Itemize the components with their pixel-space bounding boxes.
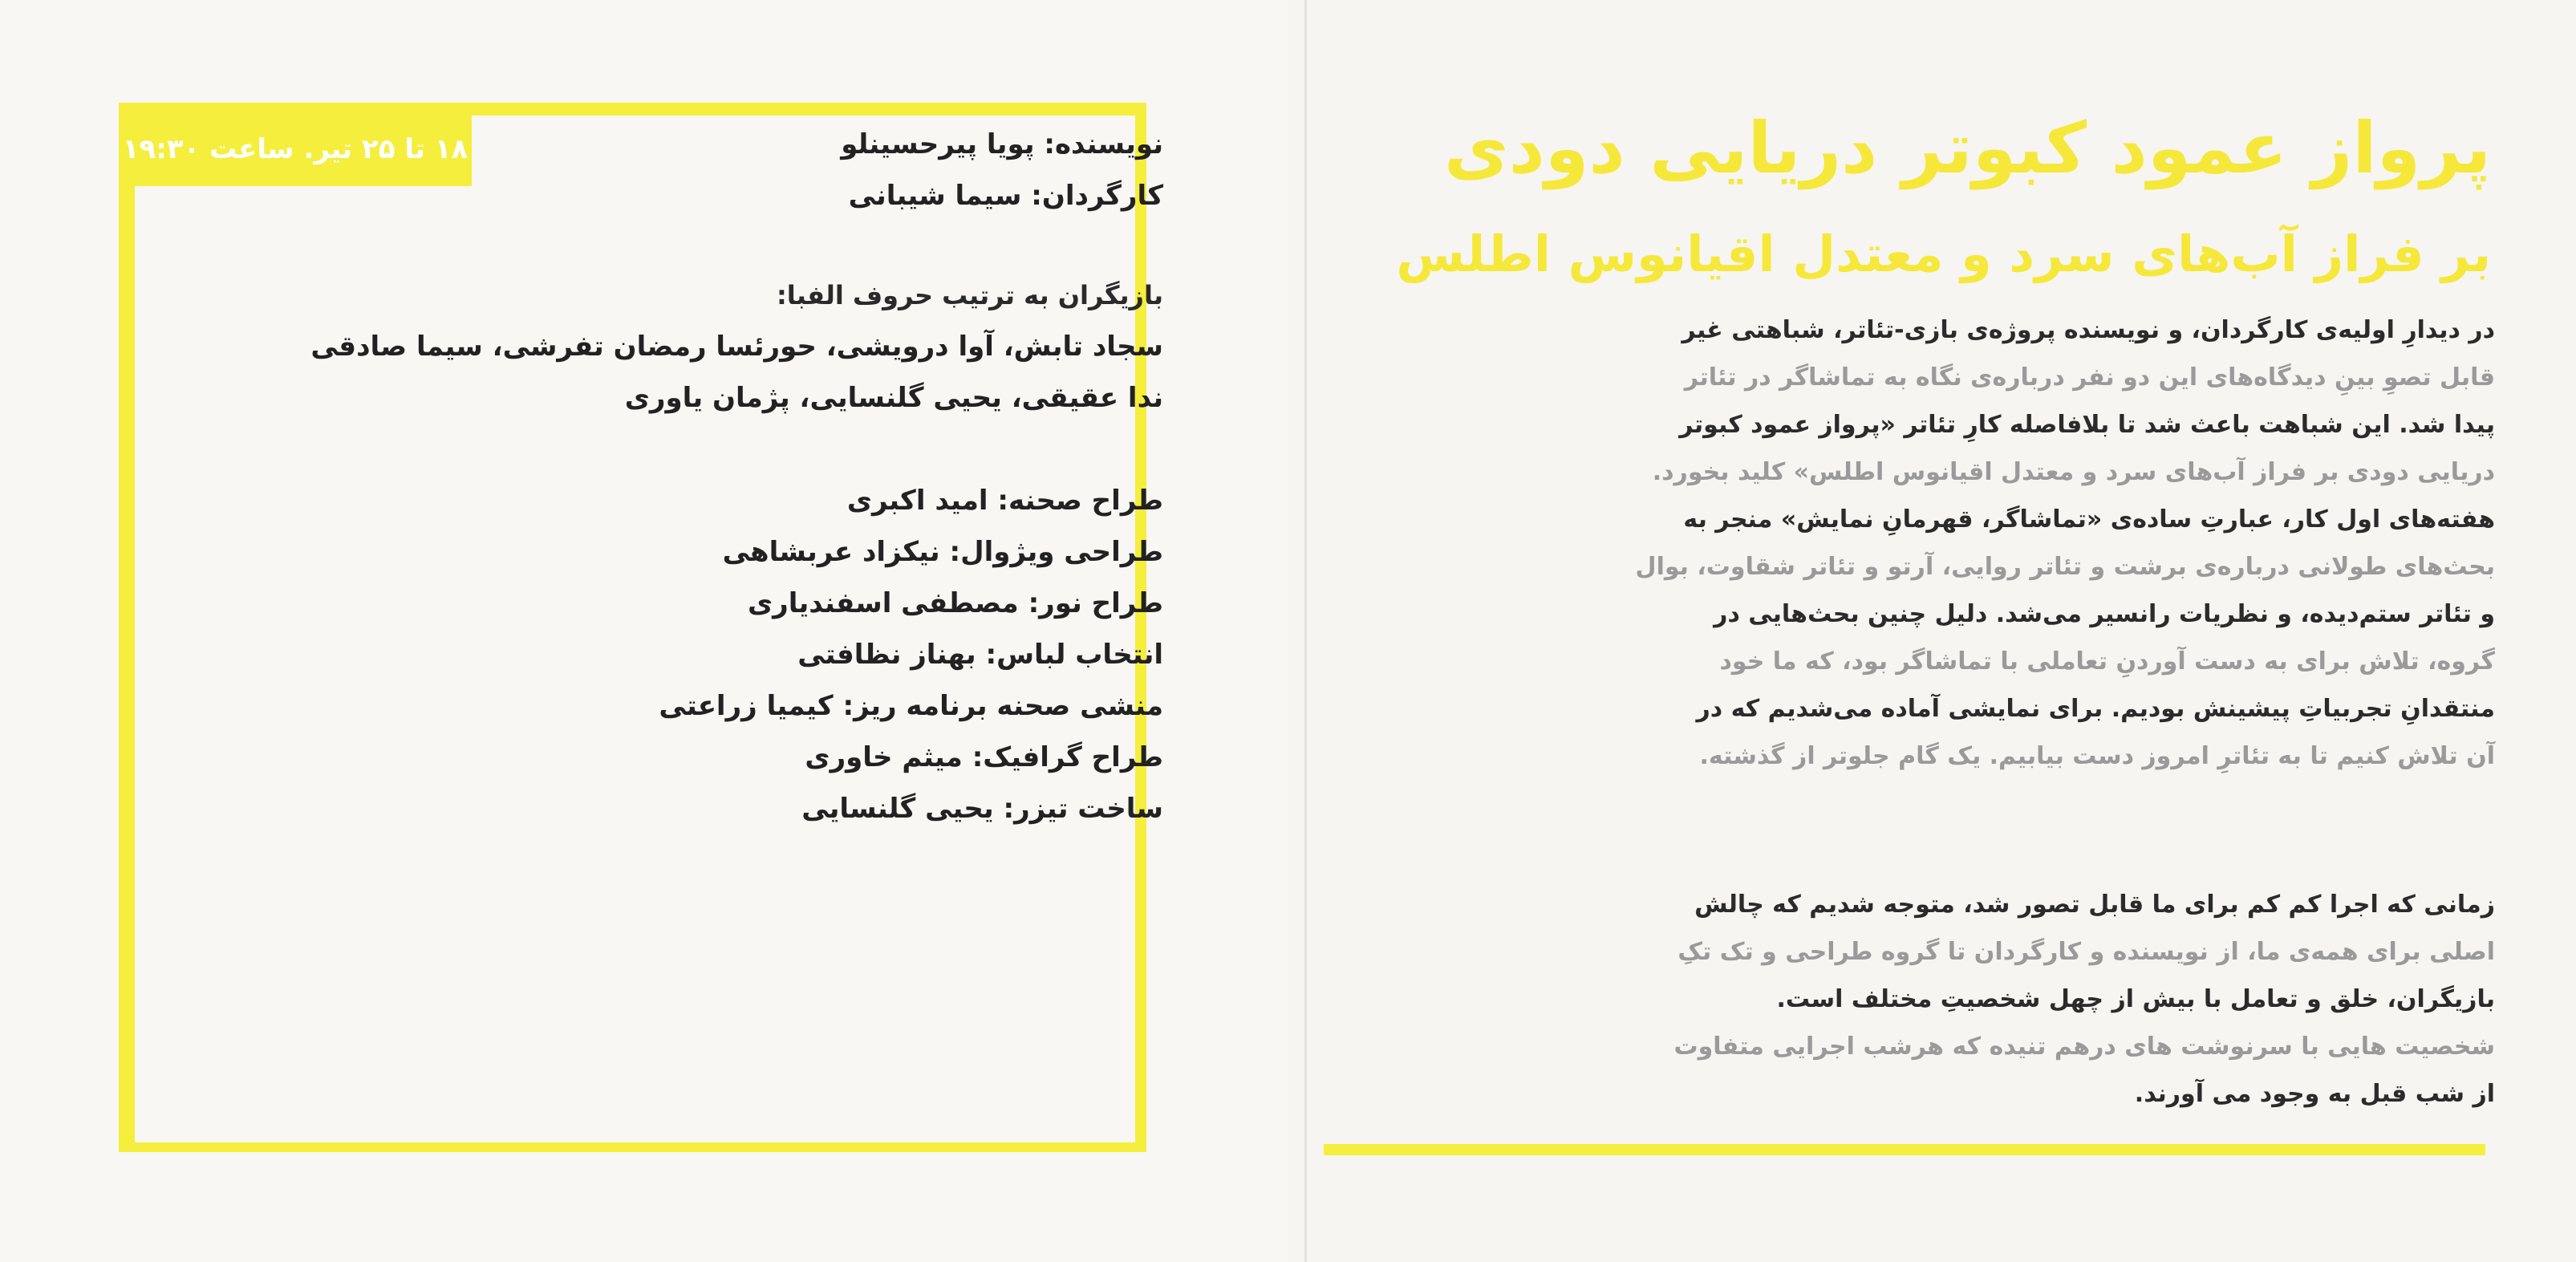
text-line: دریایی دودی بر فراز آب‌های سرد و معتدل اقیانوس اطلس» کلید بخورد.	[1652, 458, 2495, 486]
text-line: هفته‌های اول کار، عبارتِ ساده‌ی «تماشاگر، قهرمانِ نمایش» منجر به	[1683, 505, 2495, 534]
text-line: اصلی برای همه‌ی ما، از نویسنده و کارگردان تا گروه طراحی و تک تکِ	[1677, 938, 2495, 966]
body-paragraph-1	[1452, 306, 2495, 780]
crew-credit: منشی صحنه برنامه ریز: کیمیا زراعتی	[659, 690, 1163, 722]
cast-title: بازیگران به ترتیب حروف الفبا:	[776, 280, 1163, 310]
date-badge: ۱۸ تا ۲۵ تیر. ساعت ۱۹:۳۰	[119, 112, 472, 186]
text-line: زمانی که اجرا کم کم برای ما قابل تصور شد، متوجه شدیم که چالش	[1694, 891, 2495, 919]
page-fold	[1304, 0, 1307, 1262]
crew-credit: طراحی ویژوال: نیکزاد عربشاهی	[722, 536, 1163, 568]
page-subtitle: بر فراز آب‌های سرد و معتدل اقیانوس اطلس	[1396, 225, 2491, 283]
cast-names-line: سجاد تابش، آوا درویشی، حورئسا رمضان تفرشی، سیما صادقی	[310, 331, 1163, 363]
crew-credit: طراح صحنه: امید اکبری	[846, 485, 1163, 517]
text-line: از شب قبل به وجود می آورند.	[2134, 1080, 2495, 1108]
page-title: پرواز عمود کبوتر دریایی دودی	[1443, 107, 2491, 189]
text-line: شخصیت هایی با سرنوشت های درهم تنیده که هرشب اجرایی متفاوت	[1673, 1033, 2495, 1061]
credits-block	[273, 119, 1163, 834]
cast-names-line: ندا عقیقی، یحیی گلنسایی، پژمان یاوری	[624, 382, 1163, 414]
body-paragraph-2	[1452, 881, 2495, 1118]
text-line: آن تلاش کنیم تا به تئاترِ امروز دست بیابیم. یک گام جلوتر از گذشته.	[1699, 742, 2495, 770]
text-line: بحث‌های طولانی درباره‌ی برشت و تئاتر روایی، آرتو و تئاتر شقاوت، بوال	[1635, 553, 2495, 581]
text-line: قابل تصوِ بینِ دیدگاه‌های این دو نفر درباره‌ی نگاه به تماشاگر در تئاتر	[1684, 363, 2495, 392]
text-line: منتقدانِ تجربیاتِ پیشینش بودیم. برای نمایشی آماده می‌شدیم که در	[1696, 695, 2495, 723]
crew-credit: طراح گرافیک: میثم خاوری	[805, 741, 1163, 773]
text-line: در دیدارِ اولیه‌ی کارگردان، و نویسنده پروژه‌ی بازی-تئاتر، شباهتی غیر	[1681, 316, 2495, 344]
crew-credit: طراح نور: مصطفی اسفندیاری	[748, 587, 1163, 619]
text-line: گروه، تلاش برای به دست آوردنِ تعاملی با تماشاگر بود، که ما خود	[1719, 647, 2495, 676]
text-line: و تئاتر ستم‌دیده، و نظریات رانسیر می‌شد. دلیل چنین بحث‌هایی در	[1714, 600, 2495, 628]
text-line: پیدا شد. این شباهت باعث شد تا بلافاصله کارِ تئاتر «پرواز عمود کبوتر	[1679, 411, 2495, 439]
crew-credit: ساخت تیزر: یحیی گلنسایی	[801, 793, 1163, 825]
writer-credit: نویسنده: پویا پیرحسینلو	[841, 128, 1163, 160]
crew-credit: انتخاب لباس: بهناز نظافتی	[797, 639, 1163, 671]
director-credit: کارگردان: سیما شیبانی	[848, 180, 1163, 212]
text-line: بازیگران، خلق و تعامل با بیش از چهل شخصیتِ مختلف است.	[1776, 985, 2495, 1013]
yellow-bottom-rule	[1324, 1144, 2485, 1155]
